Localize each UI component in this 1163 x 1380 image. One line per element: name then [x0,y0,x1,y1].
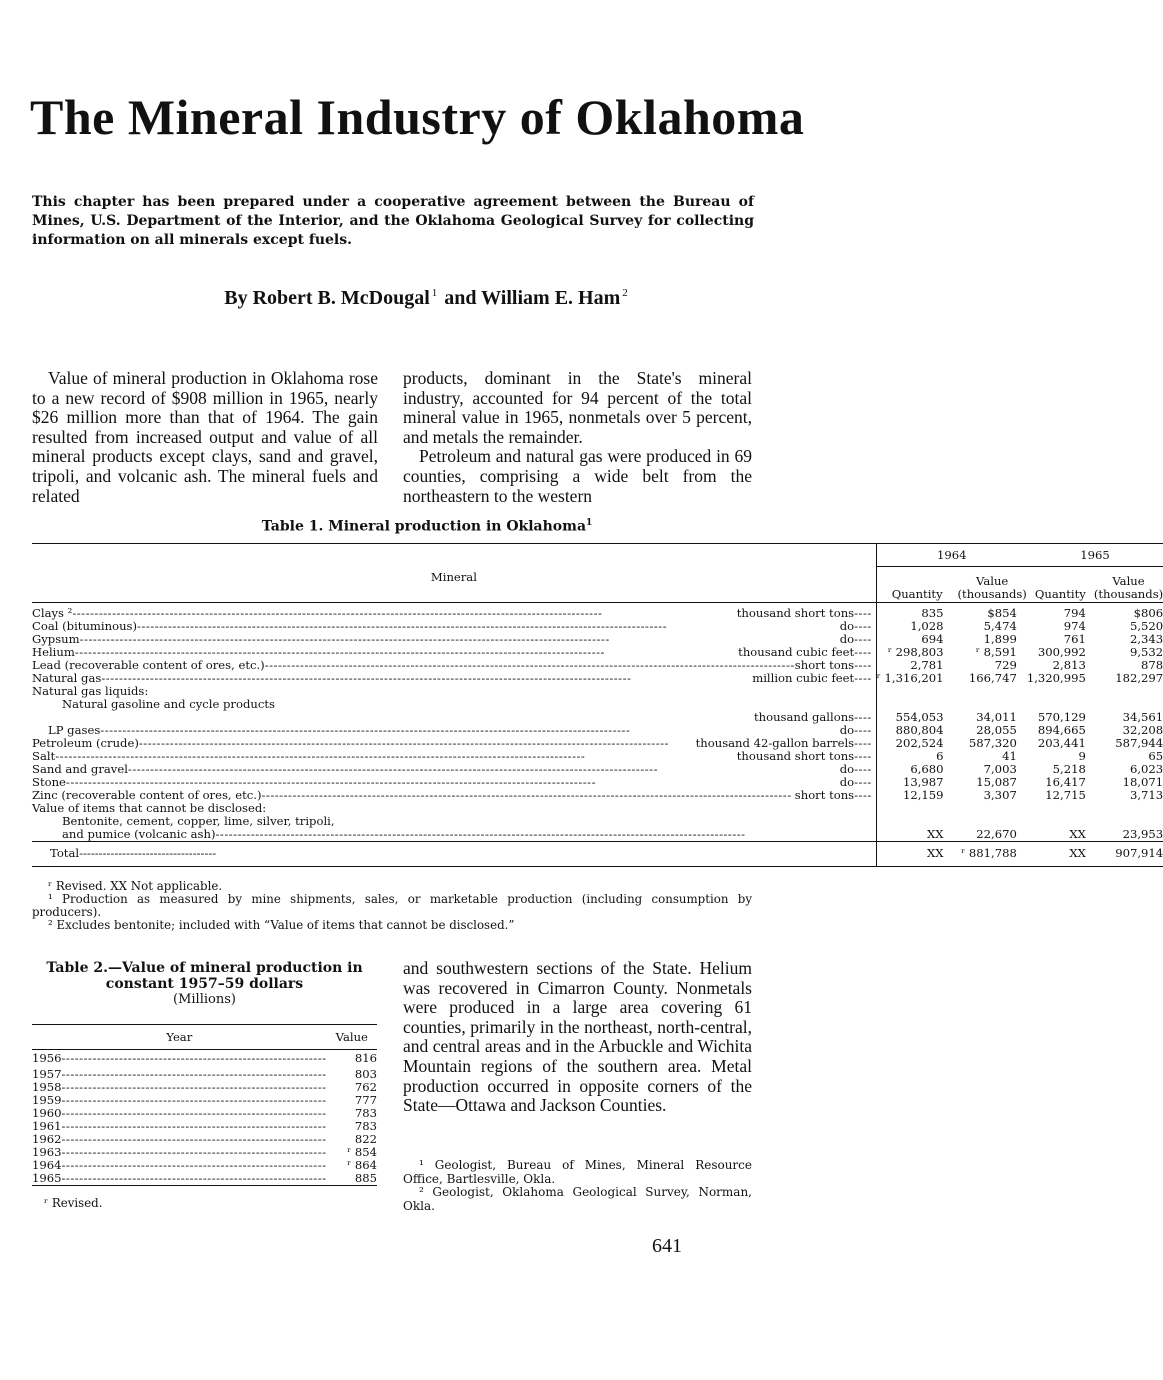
table1-cell-v2: 878 [1141,657,1163,672]
table1-row-label: Natural gasoline and cycle products [62,696,275,711]
table2-year: 1956 ------------------------------------------------------------ [32,1051,327,1066]
table1-row-label: LP gases ------------------------------------------------------------------------------------------------------------------------ do ---- [48,722,872,737]
table1-cell-q2: 894,665 [1037,722,1086,737]
table1-row-label: and pumice (volcanic ash) ------------------------------------------------------------------------------------------------------------------------ [62,826,746,841]
table1-row [32,815,1163,828]
table1-cell-v2: 587,944 [1115,735,1163,750]
body-column-right-lower [403,959,752,1116]
author-1-footnote-ref: 1 [431,287,438,300]
body-paragraph: products, dominant in the State's mineral industry, accounted for 94 percent of the total mineral value in 1965, nonmetals over 5 percent, and metals the remainder. [403,368,752,447]
table1-cell-v2: $806 [1133,605,1163,620]
table1-cell-v1: 729 [994,657,1017,672]
table1-cell-q1: 554,053 [876,711,957,724]
table1-row [32,620,1163,633]
body-paragraph: Petroleum and natural gas were produced in 69 counties, comprising a wide belt from the northeastern to the western [403,446,752,506]
author-footnote: ¹ Geologist, Bureau of Mines, Mineral Resource Office, Bartlesville, Okla. [403,1158,752,1186]
table1-cell-q2 [1027,802,1094,815]
table1-cell-v2: 34,561 [1122,709,1163,724]
table1-cell-v2: 2,343 [1129,631,1163,646]
table2-header-year: Year [166,1029,193,1044]
table1-row-label: Bentonite, cement, copper, lime, silver, tripoli, [62,813,335,828]
table2-row [32,1133,377,1146]
table1-cell-q2: 5,218 [1052,761,1086,776]
table1-row [32,711,1163,724]
table2-value: 822 [354,1131,377,1146]
table2-row [32,1172,377,1186]
table1-cell-q1: 880,804 [876,724,957,737]
table1-cell-v2: 65 [1148,748,1163,763]
table1-cell-v2: 32,208 [1122,722,1163,737]
table1-cell-q1: 1,028 [876,620,957,633]
table1-cell-v2: 5,520 [1129,618,1163,633]
table1-cell-v1: 28,055 [976,722,1017,737]
page-title: The Mineral Industry of Oklahoma [30,89,805,145]
table1-cell-q1: 694 [876,633,957,646]
table1-note: ² Excludes bentonite; included with “Value of items that cannot be disclosed.” [48,918,515,932]
table1-cell-v2: 9,532 [1129,644,1163,659]
table1-header-quantity: Quantity [1027,567,1094,603]
table1-cell-v2: 6,023 [1129,761,1163,776]
table1-cell-v2: 18,071 [1122,774,1163,789]
table1-cell-q2: 570,129 [1037,709,1086,724]
table2-year: 1959 ------------------------------------------------------------ [32,1092,327,1107]
table1-cell-q1: 2,781 [876,659,957,672]
table1-cell-q2: 2,813 [1052,657,1086,672]
authors-line [0,287,854,310]
table1-row [32,724,1163,737]
table1-cell-q1: 6,680 [876,763,957,776]
author-1: By Robert B. McDougal [224,287,430,309]
table1-total-v2: 907,914 [1115,846,1163,860]
table1-cell-q1: 12,159 [876,789,957,802]
table1-cell-v2 [1094,802,1163,815]
author-footnote: ² Geologist, Oklahoma Geological Survey, Norman, Okla. [403,1185,752,1213]
table2-note: ʳ Revised. [44,1196,103,1210]
table2-row [32,1050,377,1068]
table1-cell-q2: 203,441 [1037,735,1086,750]
table2-value: 885 [354,1170,377,1185]
table1-row [32,659,1163,672]
table1-cell-v1: 15,087 [976,774,1017,789]
table1-cell-v2 [1094,815,1163,828]
table1-cell-q2: 761 [1063,631,1086,646]
table1-row [32,828,1163,842]
table1-cell-v2 [1094,685,1163,698]
table1-cell-v1 [958,815,1027,828]
table1-cell-v1: 7,003 [983,761,1017,776]
table1-cell-v1: 22,670 [976,826,1017,841]
table1-cell-q2: 794 [1063,605,1086,620]
table1-caption: Table 1. Mineral production in Oklahoma$^1$ [261,518,593,535]
table1-cell-q2: 12,715 [1045,787,1086,802]
table1-cell-v1: 1,899 [983,631,1017,646]
table1-cell-v1 [958,698,1027,711]
table1-cell-q1: 835 [876,603,957,620]
table1-cell-q2: 9 [1078,748,1086,763]
table2-year: 1961 ------------------------------------------------------------ [32,1118,327,1133]
table1-total-q2: XX [1069,846,1086,860]
table1-cell-q2 [1027,698,1094,711]
author-2-footnote-ref: 2 [622,287,628,300]
table1-cell-q2: 16,417 [1045,774,1086,789]
table1-cell-q1: 13,987 [876,776,957,789]
table1-header-year2: 1965 [1027,544,1163,567]
table1-cell-q1: ʳ 298,803 [876,646,957,659]
table1-row-label: Natural gas liquids: [32,683,149,698]
table1-row [32,776,1163,789]
table1-row [32,737,1163,750]
table1-total-q1: XX [876,841,957,866]
table1-cell-q2: 1,320,995 [1026,670,1086,685]
table2-row [32,1159,377,1172]
table2-value: 803 [354,1066,377,1081]
table1-cell-v1: ʳ 8,591 [975,644,1017,659]
table2-caption: Table 2.—Value of mineral production in constant 1957–59 dollars (Millions) [46,960,363,1007]
table2-year: 1962 ------------------------------------------------------------ [32,1131,327,1146]
table1-header-mineral: Mineral [32,544,876,603]
table1-cell-q1 [876,698,957,711]
table1-cell-q1 [876,802,957,815]
table2-value: 783 [354,1105,377,1120]
table1-notes [32,880,752,932]
table1-cell-v1 [958,685,1027,698]
body-column-right [403,369,752,506]
table1-cell-v1 [958,802,1027,815]
table2-value: ʳ 864 [347,1157,377,1172]
table1 [32,543,1163,867]
table2-row [32,1107,377,1120]
table1-row [32,633,1163,646]
table1-cell-v1: 41 [1002,748,1017,763]
table1-row [32,672,1163,685]
table1-note: ʳ Revised. XX Not applicable. [48,879,223,893]
table2-year: 1964 ------------------------------------------------------------ [32,1157,327,1172]
table1-cell-v2: 182,297 [1115,670,1163,685]
table1-row-label: Coal (bituminous) ------------------------------------------------------------------------------------------------------------------------ do ---- [32,618,872,633]
table2-value: 783 [354,1118,377,1133]
table2-value: ʳ 854 [347,1144,377,1159]
table1-cell-q1 [876,685,957,698]
table2-row [32,1068,377,1081]
table2-year: 1965 ------------------------------------------------------------ [32,1170,327,1185]
table1-cell-v1: 166,747 [968,670,1017,685]
table1-row [32,750,1163,763]
body-paragraph: and southwestern sections of the State. Helium was recovered in Cimarron County. Nonmetals were produced in a large area covering 61 counties, primarily in the northeast, north-central, and central areas and in the Arbuckle and Wichita Mountain regions of the southern area. Metal production occurred in opposite corners of the State—Ottawa and Jackson Counties. [403,958,752,1116]
table1-cell-v1: 34,011 [976,709,1017,724]
table1-row [32,698,1163,711]
table1-cell-v2: 3,713 [1129,787,1163,802]
table2-row [32,1081,377,1094]
table2-row [32,1094,377,1107]
table1-row [32,646,1163,659]
table1-row [32,789,1163,802]
table1-cell-q1: 202,524 [876,737,957,750]
table2-value: 762 [354,1079,377,1094]
table1-total-label: Total----------------------------------- [50,846,217,860]
table2-year: 1957 ------------------------------------------------------------ [32,1066,327,1081]
table1-row-label: Helium ------------------------------------------------------------------------------------------------------------------------ thousand cubic feet ---- [32,644,872,659]
table1-row-label: Natural gas ------------------------------------------------------------------------------------------------------------------------ million cubic feet ---- [32,670,872,685]
intro-note: This chapter has been prepared under a cooperative agreement between the Bureau of Mines, U.S. Department of the Interior, and the Oklahoma Geological Survey for collecting information on all minerals except fuels. [32,194,754,248]
table1-row-label: Value of items that cannot be disclosed: [32,800,267,815]
table1-row-label: Salt ------------------------------------------------------------------------------------------------------------------------ thousand short tons ---- [32,748,872,763]
author-2: and William E. Ham [444,287,621,309]
table1-row-label: Clays ² ------------------------------------------------------------------------------------------------------------------------ thousand short tons ---- [32,605,872,620]
table2-header-value: Value [335,1029,368,1044]
table1-cell-q1: ʳ 1,316,201 [876,672,957,685]
table2 [32,1024,377,1190]
table1-cell-q1: 6 [876,750,957,763]
table1-row-label: Lead (recoverable content of ores, etc.) ------------------------------------------------------------------------------------------------------------------------ short tons ---- [32,657,872,672]
table1-header-value: Value (thousands) [958,567,1027,603]
table2-year: 1958 ------------------------------------------------------------ [32,1079,327,1094]
table1-header-year1: 1964 [876,544,1027,567]
table2-value: 816 [354,1051,377,1066]
body-column-left [32,369,378,506]
table2-value: 777 [354,1092,377,1107]
table2-row [32,1120,377,1133]
table1-cell-q2: 300,992 [1037,644,1086,659]
table2-year: 1960 ------------------------------------------------------------ [32,1105,327,1120]
author-footnotes [403,1159,752,1213]
table1-header-quantity: Quantity [876,567,957,603]
table1-cell-q2 [1027,815,1094,828]
table1-row-label: Petroleum (crude) ------------------------------------------------------------------------------------------------------------------------ thousand 42-gallon barrels ---- [32,735,872,750]
body-paragraph: Value of mineral production in Oklahoma rose to a new record of $908 million in 1965, nearly $26 million more than that of 1964. The gain resulted from increased output and value of all mineral products except clays, sand and gravel, tripoli, and volcanic ash. The mineral fuels and related [32,368,378,506]
table1-row-label: Zinc (recoverable content of ores, etc.) ------------------------------------------------------------------------------------------------------------------------ short tons ---- [32,787,872,802]
table1-cell-q2: XX [1069,826,1086,841]
table1-cell-q1 [876,815,957,828]
table1-row-label: Gypsum ------------------------------------------------------------------------------------------------------------------------ do ---- [32,631,872,646]
table1-row [32,685,1163,698]
table2-year: 1963 ------------------------------------------------------------ [32,1144,327,1159]
table1-cell-v1: 587,320 [968,735,1017,750]
table1-cell-v2 [1094,698,1163,711]
table2-row [32,1146,377,1159]
table1-row [32,763,1163,776]
table1-row [32,802,1163,815]
table1-cell-v1: $854 [987,605,1017,620]
table1-cell-v1: 3,307 [983,787,1017,802]
table1-header-value: Value (thousands) [1094,567,1163,603]
table1-total-v1: ʳ 881,788 [961,846,1017,860]
table1-row-label: thousand gallons ---- [753,709,872,724]
table1-cell-q2: 974 [1063,618,1086,633]
table1-cell-q2 [1027,685,1094,698]
table1-row-label: Stone ------------------------------------------------------------------------------------------------------------------------ do ---- [32,774,872,789]
page-number: 641 [652,1235,682,1257]
table1-row [32,603,1163,620]
table1-cell-q1: XX [876,828,957,842]
table1-row-label: Sand and gravel ------------------------------------------------------------------------------------------------------------------------ do ---- [32,761,872,776]
table1-cell-v1: 5,474 [983,618,1017,633]
table1-note: ¹ Production as measured by mine shipments, sales, or marketable production (including consumption by producers). [32,892,752,919]
table1-cell-v2: 23,953 [1122,826,1163,841]
